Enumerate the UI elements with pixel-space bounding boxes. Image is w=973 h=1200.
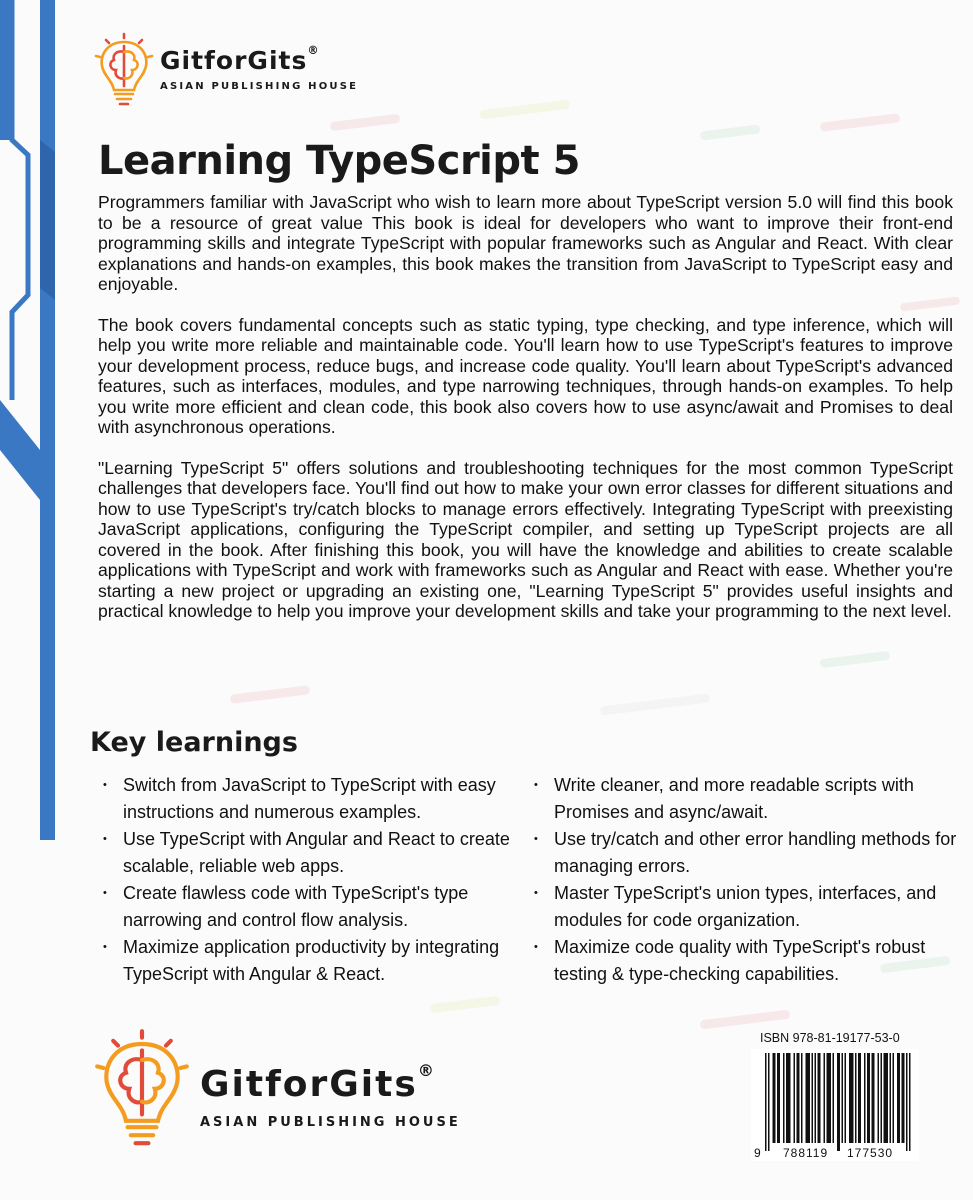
key-learnings-heading: Key learnings — [90, 727, 298, 758]
barcode-bar — [884, 1053, 886, 1143]
barcode-bar — [860, 1053, 862, 1143]
barcode-bar — [794, 1053, 796, 1143]
barcode-bar — [830, 1053, 832, 1143]
barcode-bar — [801, 1053, 803, 1143]
barcode-bar — [768, 1053, 770, 1151]
barcode-bar — [827, 1053, 829, 1143]
barcode-bar — [833, 1053, 835, 1143]
description-paragraph: "Learning TypeScript 5" offers solutions and troubleshooting techniques for the most common TypeScript challenges that developers face. You'll find out how to make your own error classes for different situations and how to use TypeScript's try/catch blocks to manage errors effectively. Integrating TypeScript with preexisting JavaScript applications, configuring the TypeScript compiler, and setting up TypeScript projects are all covered in the book. After finishing this book, you will have the knowledge and abilities to create scalable applications with TypeScript and work with frameworks such as Angular and React with ease. Whether you're starting a new project or upgrading an existing one, "Learning TypeScript 5" provides useful insights and practical knowledge to help you improve your development skills and take your programming to the next level. — [98, 457, 953, 621]
barcode-bar — [786, 1053, 788, 1143]
publisher-name: GitforGits® — [160, 43, 320, 75]
publisher-tagline: ASIAN PUBLISHING HOUSE — [200, 1115, 461, 1130]
barcode-bar — [788, 1053, 790, 1143]
barcode-bar — [849, 1053, 851, 1143]
book-title: Learning TypeScript 5 — [98, 138, 580, 184]
barcode-bar — [852, 1053, 854, 1143]
barcode-bar — [885, 1053, 887, 1143]
barcode-bar — [899, 1053, 901, 1143]
barcode-bar — [828, 1053, 830, 1143]
publisher-logo-bottom — [94, 1028, 461, 1156]
barcode-bar — [789, 1053, 791, 1143]
isbn-barcode — [751, 1049, 919, 1161]
barcode-bar — [858, 1053, 860, 1143]
description-paragraph: Programmers familiar with JavaScript who wish to learn more about TypeScript version 5.0 will find this book to be a resource of great value This book is ideal for developers who want to improve their front-end programming skills and integrate TypeScript with popular frameworks such as Angular and React. With clear explanations and hands-on examples, this book makes the transition from JavaScript to TypeScript easy and enjoyable. — [98, 192, 953, 294]
list-item: • Maximize application productivity by integrating TypeScript with Angular & React. — [101, 934, 521, 987]
list-item: • Use TypeScript with Angular and React to create scalable, reliable web apps. — [101, 826, 521, 879]
barcode-bar — [809, 1053, 811, 1143]
barcode-bar — [807, 1053, 809, 1143]
lightbulb-brain-icon — [94, 1028, 190, 1156]
barcode-bar — [783, 1053, 785, 1143]
publisher-tagline: ASIAN PUBLISHING HOUSE — [160, 81, 359, 92]
barcode-bar — [881, 1053, 883, 1143]
barcode-bar — [818, 1053, 820, 1143]
barcode-bar — [872, 1053, 874, 1143]
barcode-bar — [777, 1053, 779, 1143]
list-item: • Create flawless code with TypeScript's type narrowing and control flow analysis. — [101, 880, 521, 933]
barcode-bar — [824, 1053, 826, 1143]
barcode-bar — [839, 1053, 841, 1151]
barcode-bar — [887, 1053, 889, 1143]
barcode-bar — [806, 1053, 808, 1143]
barcode-bar — [851, 1053, 853, 1143]
barcode-bar — [890, 1053, 892, 1143]
barcode-bar — [774, 1053, 776, 1143]
book-description — [98, 192, 953, 642]
barcode-bar — [845, 1053, 847, 1143]
publisher-name: GitforGits® — [200, 1060, 436, 1105]
barcode-bar — [893, 1053, 895, 1143]
barcode-bar — [798, 1053, 800, 1143]
list-item: • Switch from JavaScript to TypeScript with easy instructions and numerous examples. — [101, 772, 521, 825]
barcode-bar — [902, 1053, 904, 1143]
barcode-digits-left: 788119 — [783, 1146, 829, 1160]
barcode-bar — [819, 1053, 821, 1143]
barcode-bar — [773, 1053, 775, 1143]
barcode-bar — [897, 1053, 899, 1143]
barcode-bar — [779, 1053, 781, 1143]
barcode-bar — [903, 1053, 905, 1143]
barcode-bar — [864, 1053, 866, 1143]
list-item: • Write cleaner, and more readable scripts with Promises and async/await. — [532, 772, 962, 825]
barcode-bar — [873, 1053, 875, 1143]
barcode-bar — [842, 1053, 844, 1143]
key-learnings-list-right — [532, 772, 962, 988]
barcode-bar — [869, 1053, 871, 1143]
barcode-digit-first: 9 — [754, 1146, 761, 1160]
key-learnings-list-left — [101, 772, 521, 988]
barcode-bar — [867, 1053, 869, 1143]
list-item: • Use try/catch and other error handling methods for managing errors. — [532, 826, 962, 879]
barcode-bar — [837, 1053, 839, 1151]
list-item: • Master TypeScript's union types, interfaces, and modules for code organization. — [532, 880, 962, 933]
isbn-label: ISBN 978-81-19177-53-0 — [760, 1031, 900, 1045]
description-paragraph: The book covers fundamental concepts such as static typing, type checking, and type inference, which will help you write more reliable and maintainable code. You'll learn how to use TypeScript's features to improve your development process, reduce bugs, and increase code quality. You'll learn about TypeScript's advanced features, such as interfaces, modules, and type narrowing techniques, through hands-on examples. To help you write more efficient and clean code, this book also covers how to use async/await and Promises to deal with asynchronous operations. — [98, 314, 953, 437]
barcode-bar — [815, 1053, 817, 1143]
barcode-bar — [855, 1053, 857, 1143]
barcode-bar — [812, 1053, 814, 1143]
barcode-bar — [765, 1053, 767, 1151]
barcode-bar — [909, 1053, 911, 1151]
publisher-logo-top — [94, 32, 358, 112]
list-item: • Maximize code quality with TypeScript's robust testing & type-checking capabilities. — [532, 934, 962, 987]
barcode-bar — [906, 1053, 908, 1151]
barcode-bar — [878, 1053, 880, 1143]
barcode-bar — [797, 1053, 799, 1143]
lightbulb-brain-icon — [94, 32, 154, 112]
barcode-digits-right: 177530 — [847, 1146, 894, 1160]
